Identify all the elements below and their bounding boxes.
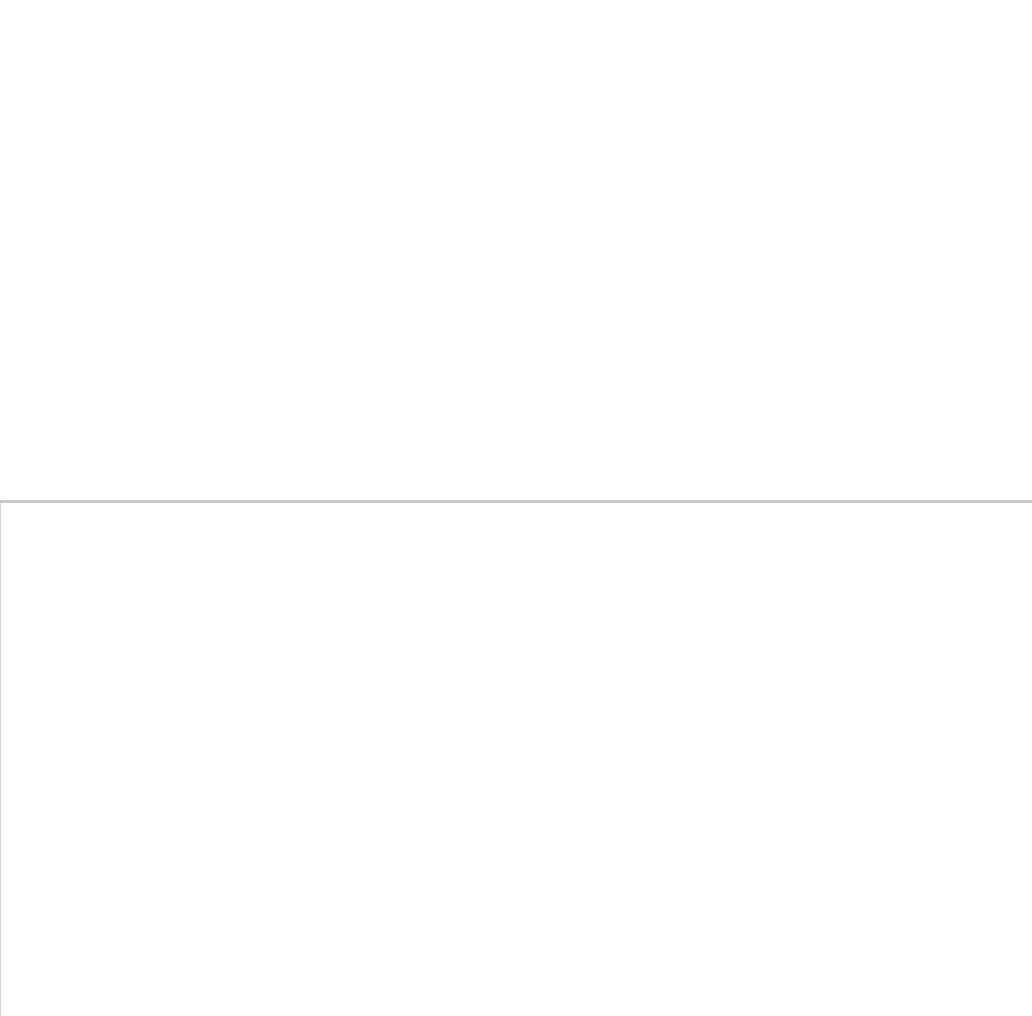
food-menu-page: [0, 503, 1032, 1016]
drinks-menu-page: [0, 0, 1032, 500]
